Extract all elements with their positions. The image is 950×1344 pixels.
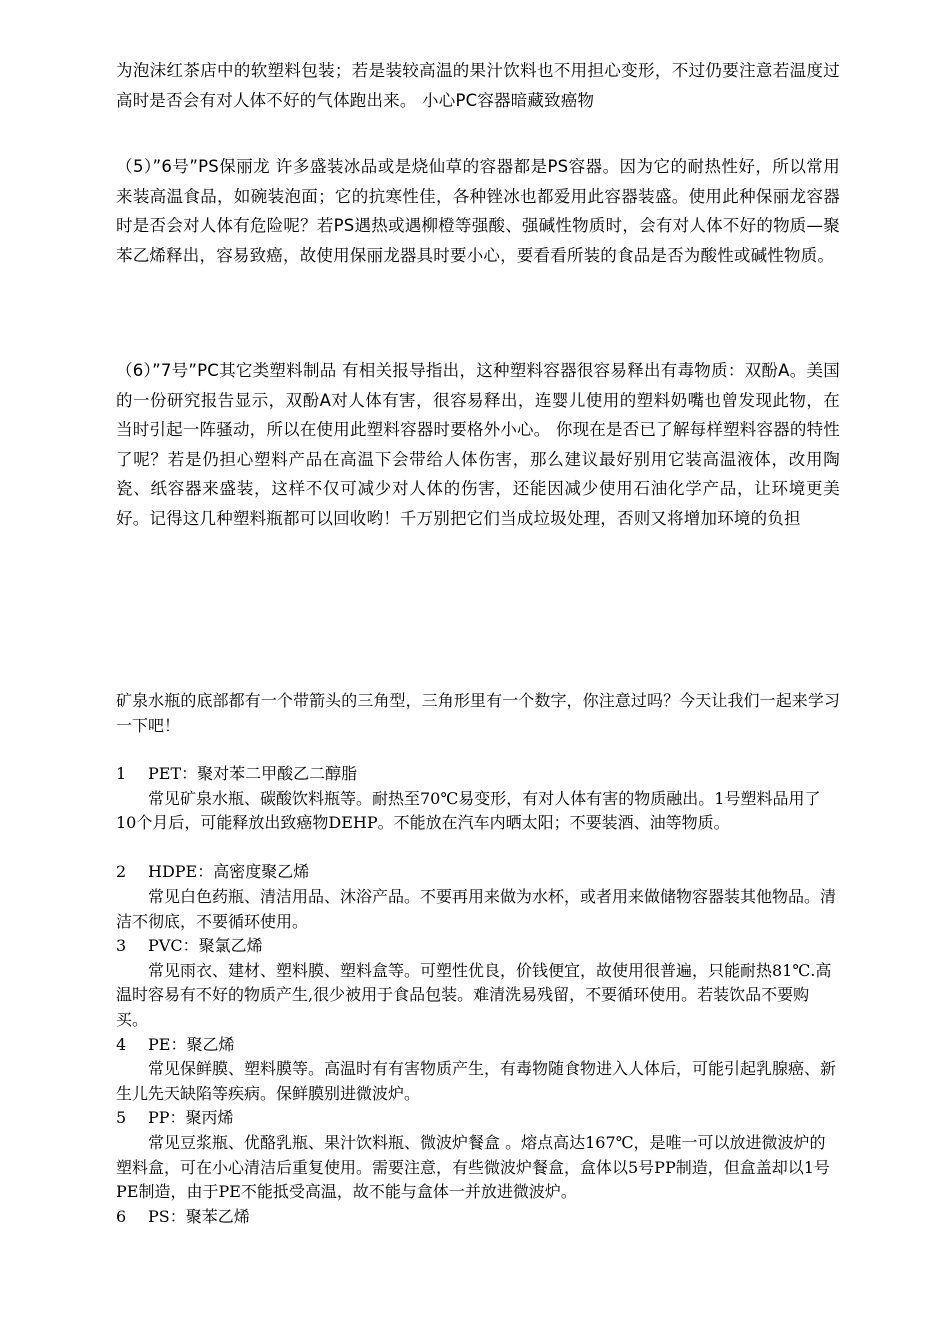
spacer — [116, 836, 840, 861]
item-number: 5 — [116, 1108, 127, 1128]
item-heading — [116, 860, 840, 885]
item-number: 2 — [116, 862, 127, 882]
paragraph-text: （6）”7号”PC其它类塑料制品 有相关报导指出，这种塑料容器很容易释出有毒物质：双酚A。美国的一份研究报告显示，双酚A对人体有害，很容易释出，连婴儿使用的塑料奶嘴也曾发现此物，在当时引起一阵骚动，所以在使用此塑料容器时要格外小心。 你现在是否已了解每样塑料容器的特性了呢？若是仍担心塑料产品在高温下会带给人体伤害，那么建议最好别用它装高温液体，改用陶瓷、纸容器来盛装，这样不仅可减少对人体的伤害，还能因减少使用石油化学产品，让环境更美好。记得这几种塑料瓶都可以回收哟！千万别把它们当成垃圾处理，否则又将增加环境的负担 — [116, 361, 840, 528]
item-description: 常见雨衣、建材、塑料膜、塑料盒等。可塑性优良，价钱便宜，故使用很普遍，只能耐热81℃.高温时容易有不好的物质产生,很少被用于食品包装。难清洗易残留，不要循环使用。若装饮品不要购买。 — [116, 960, 832, 1029]
item-description: 常见保鲜膜、塑料膜等。高温时有有害物质产生，有毒物随食物进入人体后，可能引起乳腺癌、新生儿先天缺陷等疾病。保鲜膜别进微波炉。 — [116, 1059, 837, 1103]
item-title: PS：聚苯乙烯 — [148, 1206, 250, 1226]
intro-text: 矿泉水瓶的底部都有一个带箭头的三角型，三角形里有一个数字，你注意过吗？今天让我们一起来学习一下吧！ — [116, 691, 840, 735]
plastic-code-list — [116, 762, 840, 1229]
item-title: PVC：聚氯乙烯 — [148, 936, 263, 956]
item-number: 1 — [116, 764, 127, 783]
paragraph-ps-styrofoam — [116, 152, 840, 270]
item-heading — [116, 1106, 840, 1131]
item-description: 常见白色药瓶、清洁用品、沐浴产品。不要再用来做为水杯，或者用来做储物容器装其他物品。清洁不彻底，不要循环使用。 — [116, 886, 837, 931]
paragraph-plastic-continued — [116, 56, 840, 115]
item-heading — [116, 762, 840, 787]
item-title: PE：聚乙烯 — [148, 1034, 235, 1054]
item-title: PET：聚对苯二甲酸乙二醇脂 — [148, 764, 358, 783]
item-description: 常见豆浆瓶、优酪乳瓶、果汁饮料瓶、微波炉餐盒 。熔点高达167℃，是唯一可以放进微波炉的塑料盒，可在小心清洁后重复使用。需要注意，有些微波炉餐盒，盒体以5号PP制造，但盒盖却以1号PE制造，由于PE不能抵受高温，故不能与盒体一并放进微波炉。 — [116, 1132, 830, 1202]
plastic-item-4 — [116, 1033, 840, 1107]
plastic-item-2 — [116, 860, 840, 934]
item-heading — [116, 1033, 840, 1058]
item-number: 4 — [116, 1034, 127, 1054]
item-number: 3 — [116, 936, 127, 956]
item-description: 常见矿泉水瓶、碳酸饮料瓶等。耐热至70℃易变形，有对人体有害的物质融出。1号塑料品用了10个月后，可能释放出致癌物DEHP。不能放在汽车内晒太阳；不要装酒、油等物质。 — [116, 788, 821, 833]
item-number: 6 — [116, 1206, 127, 1226]
item-heading — [116, 1205, 840, 1230]
plastic-item-1 — [116, 762, 840, 836]
intro-paragraph — [116, 689, 840, 738]
paragraph-text: 为泡沫红茶店中的软塑料包装；若是装较高温的果汁饮料也不用担心变形，不过仍要注意若温度过高时是否会有对人体不好的气体跑出来。 小心PC容器暗藏致癌物 — [116, 61, 840, 110]
item-title: HDPE：高密度聚乙烯 — [148, 862, 310, 882]
item-title: PP：聚丙烯 — [148, 1108, 234, 1128]
plastic-item-5 — [116, 1106, 840, 1204]
plastic-item-6 — [116, 1205, 840, 1230]
paragraph-pc-other — [116, 356, 840, 533]
plastic-item-3 — [116, 934, 840, 1032]
item-heading — [116, 934, 840, 959]
paragraph-text: （5）”6号”PS保丽龙 许多盛装冰品或是烧仙草的容器都是PS容器。因为它的耐热性好，所以常用来装高温食品，如碗装泡面；它的抗寒性佳，各种锉冰也都爱用此容器装盛。使用此种保丽龙容器时是否会对人体有危险呢？若PS遇热或遇柳橙等强酸、强碱性物质时，会有对人体不好的物质—聚苯乙烯释出，容易致癌，故使用保丽龙器具时要小心，要看看所装的食品是否为酸性或碱性物质。 — [116, 157, 840, 265]
